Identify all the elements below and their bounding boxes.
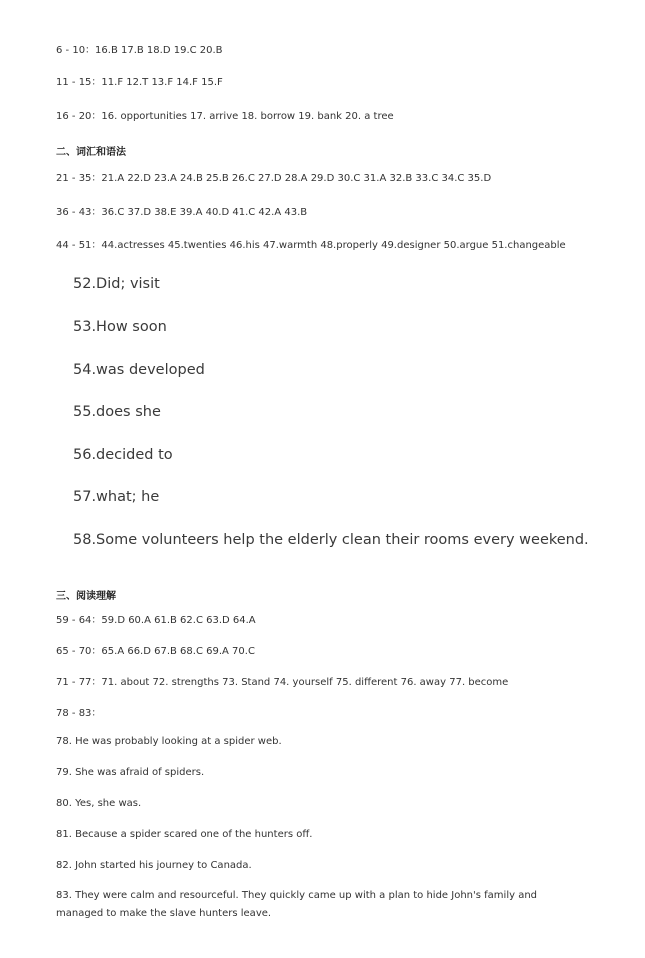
listening-line-16-20: 16 - 20：16. opportunities 17. arrive 18. borrow 19. bank 20. a tree [56, 111, 394, 122]
answer-83: 83. They were calm and resourceful. They quickly came up with a plan to hide John's family and managed to make the slave hunters leave. [56, 890, 538, 919]
answer-55: 55.does she [73, 404, 161, 420]
section-heading-reading: 三、阅读理解 [56, 591, 116, 602]
answer-57: 57.what; he [73, 489, 160, 505]
answer-54: 54.was developed [73, 362, 205, 378]
answer-82: 82. John started his journey to Canada. [56, 860, 252, 871]
answer-53: 53.How soon [73, 319, 167, 335]
answer-line-59-64: 59 - 64：59.D 60.A 61.B 62.C 63.D 64.A [56, 615, 256, 626]
answer-line-71-77: 71 - 77：71. about 72. strengths 73. Stand 74. yourself 75. different 76. away 77. become [56, 677, 509, 688]
answer-80: 80. Yes, she was. [56, 798, 142, 809]
answer-line-36-43: 36 - 43：36.C 37.D 38.E 39.A 40.D 41.C 42.A 43.B [56, 207, 308, 218]
answer-line-44-51: 44 - 51：44.actresses 45.twenties 46.his 47.warmth 48.properly 49.designer 50.argue 51.changeable [56, 240, 566, 251]
answer-line-65-70: 65 - 70：65.A 66.D 67.B 68.C 69.A 70.C [56, 646, 255, 657]
answer-81: 81. Because a spider scared one of the hunters off. [56, 829, 313, 840]
answer-58: 58.Some volunteers help the elderly clean their rooms every weekend. [73, 532, 589, 548]
listening-line-6-10: 6 - 10：16.B 17.B 18.D 19.C 20.B [56, 45, 223, 56]
answer-78: 78. He was probably looking at a spider web. [56, 736, 282, 747]
answer-line-21-35: 21 - 35：21.A 22.D 23.A 24.B 25.B 26.C 27.D 28.A 29.D 30.C 31.A 32.B 33.C 34.C 35.D [56, 173, 492, 184]
section-heading-vocabulary-grammar: 二、词汇和语法 [56, 147, 126, 158]
answer-52: 52.Did; visit [73, 276, 160, 292]
answer-56: 56.decided to [73, 447, 173, 463]
listening-line-11-15: 11 - 15：11.F 12.T 13.F 14.F 15.F [56, 77, 223, 88]
answer-line-78-83: 78 - 83： [56, 708, 102, 719]
answer-79: 79. She was afraid of spiders. [56, 767, 205, 778]
